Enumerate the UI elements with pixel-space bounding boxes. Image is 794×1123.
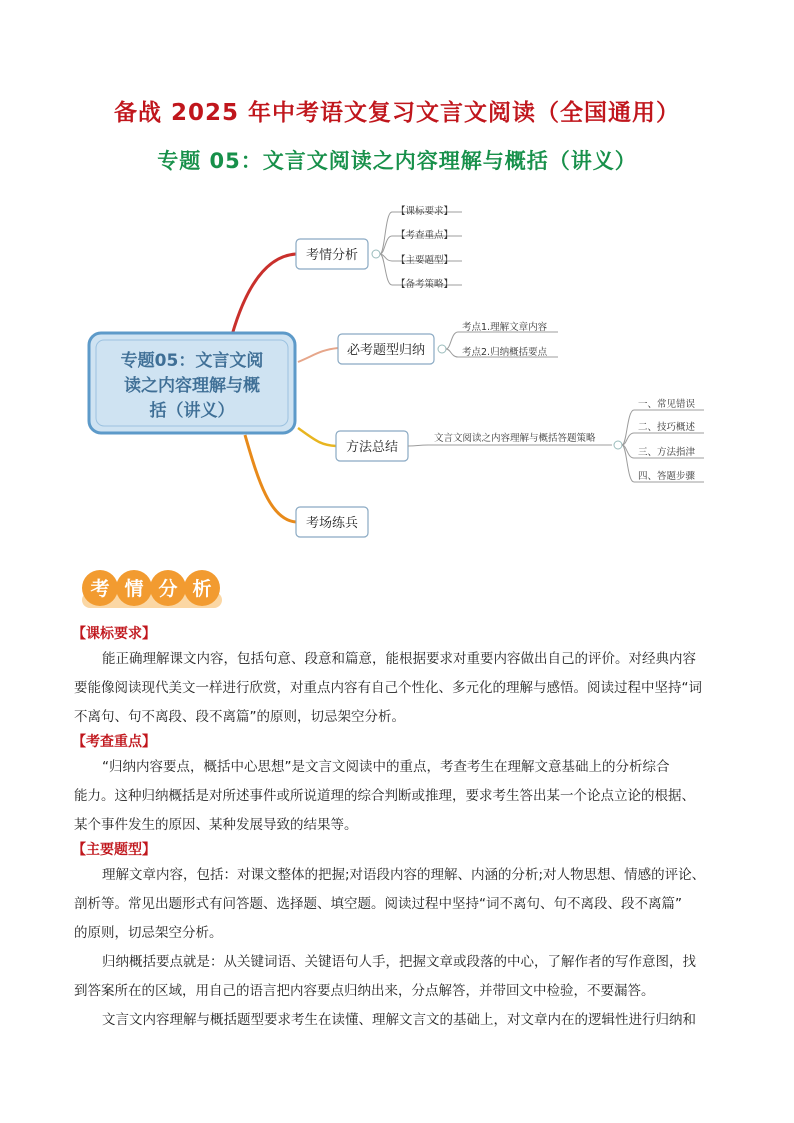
s3-line-4: 归纳概括要点就是：从关键词语、关键语句人手，把握文章或段落的中心，了解作者的写作意图，找: [102, 954, 696, 970]
b2-item-2: 考点2.归纳概括要点: [462, 347, 548, 358]
s3-line-1: 理解文章内容，包括：对课文整体的把握;对语段内容的理解、内涵的分析;对人物思想、情感的评论、: [102, 867, 706, 883]
b3-item-1: 一、常见错误: [638, 399, 696, 410]
central-line-2: 读之内容理解与概: [124, 376, 260, 396]
connector-b3: [298, 428, 336, 446]
s1-line-1: 能正确理解课文内容，包括句意、段意和篇意，能根据要求对重要内容做出自己的评价。对经典内容: [102, 651, 696, 667]
badge-char-2: 情: [124, 578, 144, 600]
b1-item-2: 【考查重点】: [396, 230, 454, 241]
b1-item-3: 【主要题型】: [396, 255, 454, 266]
connector-b4: [245, 435, 296, 522]
branch-label-kaoqing: 考情分析: [305, 248, 359, 263]
branch-label-fangfa: 方法总结: [345, 440, 399, 455]
badge-char-3: 分: [158, 578, 178, 600]
badge-char-1: 考: [90, 578, 110, 600]
central-line-1: 专题05：文言文阅: [120, 351, 264, 371]
b3-item-4: 四、答题步骤: [638, 471, 696, 482]
mind-map: [0, 190, 794, 550]
s1-line-2: 要能像阅读现代美文一样进行欣赏，对重点内容有自己个性化、多元化的理解与感悟。阅读过程中坚持“词: [74, 680, 702, 696]
s2-line-1: “归纳内容要点，概括中心思想”是文言文阅读中的重点，考查考生在理解文意基础上的分析综合: [102, 759, 670, 775]
connector-b1: [232, 254, 296, 335]
document-title: 备战 2025 年中考语文复习文言文阅读（全国通用）: [113, 100, 681, 126]
b3-mid-label: 文言文阅读之内容理解与概括答题策略: [434, 433, 596, 444]
s3-line-5: 到答案所在的区域，用自己的语言把内容要点归纳出来，分点解答，并带回文中检验，不要漏答。: [74, 983, 655, 999]
branch-label-bikao: 必考题型归纳: [346, 343, 426, 358]
document-subtitle: 专题 05：文言文阅读之内容理解与概括（讲义）: [157, 149, 637, 173]
section-head-kebiao: 【课标要求】: [72, 626, 156, 642]
s2-line-2: 能力。这种归纳概括是对所述事件或所说道理的综合判断或推理，要求考生答出某一个论点立论的根据、: [74, 788, 695, 804]
section-head-zhuyao: 【主要题型】: [72, 842, 156, 858]
s2-line-3: 某个事件发生的原因、某种发展导致的结果等。: [74, 817, 358, 833]
central-line-3: 括（讲义）: [149, 401, 235, 421]
s3-line-3: 的原则，切忌架空分析。: [74, 925, 223, 941]
section-head-kaocha: 【考查重点】: [72, 734, 156, 750]
s1-line-3: 不离句、句不离段、段不离篇”的原则，切忌架空分析。: [74, 709, 405, 725]
b1-item-1: 【课标要求】: [396, 206, 454, 217]
b2-item-1: 考点1.理解文章内容: [462, 322, 548, 333]
b3-item-2: 二、技巧概述: [638, 422, 696, 433]
branch-label-kaochang: 考场练兵: [305, 516, 359, 531]
badge-char-4: 析: [192, 578, 212, 600]
connector-b2: [298, 348, 338, 362]
section-body-zhuyao: [74, 861, 734, 1035]
section-badge: [76, 568, 226, 612]
b3-item-3: 三、方法指津: [638, 447, 696, 458]
section-body-kaocha: [74, 753, 734, 840]
section-body-kebiao: [74, 645, 734, 732]
s3-line-2: 剖析等。常见出题形式有问答题、选择题、填空题。阅读过程中坚持“词不离句、句不离段、段不离篇”: [74, 896, 682, 912]
s3-line-6: 文言文内容理解与概括题型要求考生在读懂、理解文言文的基础上，对文章内在的逻辑性进行归纳和: [102, 1012, 696, 1028]
b1-item-4: 【备考策略】: [396, 279, 454, 290]
